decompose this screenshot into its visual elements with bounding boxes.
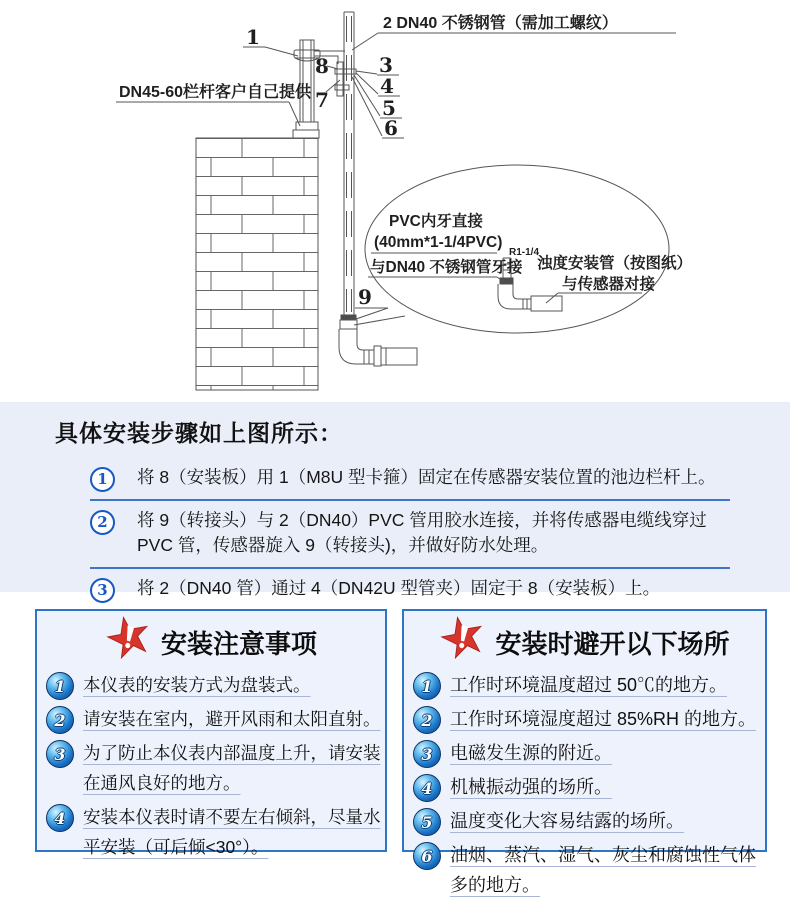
list-item (413, 772, 761, 802)
label-turbidity-line2: 与传感器对接 (562, 276, 656, 293)
item-number-badge: 5 (413, 808, 441, 836)
installation-diagram (0, 0, 790, 402)
list-item (46, 670, 381, 700)
label-part2: 2 DN40 不锈钢管（需加工螺纹） (383, 15, 618, 32)
step-number-badge: 3 (90, 578, 115, 603)
label-part9: 9 (358, 285, 372, 309)
item-number-badge: 3 (46, 740, 74, 768)
pipe-elbow-sensor (339, 315, 417, 366)
item-text: 工作时环境湿度超过 85%RH 的地方。 (450, 709, 757, 729)
list-item (46, 738, 381, 798)
step-row-3 (90, 569, 730, 610)
brick-wall (196, 138, 318, 390)
item-number-badge: 3 (413, 740, 441, 768)
steps-title: 具体安装步骤如上图所示： (55, 420, 343, 446)
label-pvc-line3: 与DN40 不锈钢管牙接 (370, 259, 523, 276)
label-pvc-line1: PVC内牙直接 (389, 213, 483, 230)
step-text: 将 2（DN40 管）通过 4（DN42U 型管夹）固定于 8（安装板）上。 (137, 578, 661, 598)
step-row-1 (90, 458, 730, 501)
label-pvc-line2: (40mm*1-1/4PVC) (374, 234, 503, 251)
item-text: 工作时环境温度超过 50℃的地方。 (450, 675, 728, 695)
item-text: 本仪表的安装方式为盘装式。 (83, 675, 311, 695)
item-text: 机械振动强的场所。 (450, 777, 612, 797)
item-text: 安装本仪表时请不要左右倾斜，尽量水平安装（可后倾<30°）。 (83, 807, 381, 857)
installation-notes-box (35, 609, 387, 857)
item-text: 电磁发生源的附近。 (450, 743, 612, 763)
item-text: 温度变化大容易结露的场所。 (450, 811, 684, 831)
item-number-badge: 1 (413, 672, 441, 700)
step-number-badge: 2 (90, 510, 115, 535)
warning-star-icon (439, 614, 487, 662)
warning-star-icon (105, 614, 153, 662)
item-number-badge: 4 (46, 804, 74, 832)
list-item (46, 704, 381, 734)
step-text: 将 9（转接头）与 2（DN40）PVC 管用胶水连接，并将传感器电缆线穿过 PVC 管，传感器旋入 9（转接头)，并做好防水处理。 (137, 510, 707, 555)
item-text: 油烟、蒸汽、湿气、灰尘和腐蚀性气体多的地方。 (450, 845, 756, 895)
label-turbidity-line1: 浊度安装管（按图纸） (537, 255, 693, 272)
dn40-pipe (344, 12, 354, 315)
label-part1: 1 (246, 25, 260, 49)
list-item (413, 806, 761, 836)
list-item (46, 802, 381, 862)
notes-box-header (37, 611, 385, 668)
steps-list (90, 458, 730, 610)
list-item (413, 704, 761, 734)
installation-steps-panel (0, 402, 790, 599)
list-item (413, 738, 761, 768)
label-thread-size: R1-1/4 (509, 247, 540, 258)
label-part4: 4 (380, 74, 394, 98)
label-part3: 3 (379, 53, 393, 77)
label-part8: 8 (315, 54, 329, 78)
list-item (413, 670, 761, 700)
item-number-badge: 6 (413, 842, 441, 870)
step-number-badge: 1 (90, 467, 115, 492)
item-number-badge: 1 (46, 672, 74, 700)
item-text: 请安装在室内，避开风雨和太阳直射。 (83, 709, 381, 729)
step-row-2 (90, 501, 730, 569)
label-part6: 6 (384, 116, 398, 140)
label-railing-note: DN45-60栏杆客户自己提供 (119, 84, 312, 101)
label-part7: 7 (315, 88, 329, 112)
notes-box-title: 安装注意事项 (160, 628, 317, 659)
detail-leader-lines (353, 308, 405, 325)
avoid-box-items (404, 668, 765, 900)
step-text: 将 8（安装板）用 1（M8U 型卡箍）固定在传感器安装位置的池边栏杆上。 (137, 467, 716, 487)
avoid-box-title: 安装时避开以下场所 (495, 628, 730, 659)
item-number-badge: 2 (46, 706, 74, 734)
item-number-badge: 4 (413, 774, 441, 802)
avoid-box-header (404, 611, 765, 668)
notes-box-items (37, 668, 385, 862)
item-text: 为了防止本仪表内部温度上升，请安装在通风良好的地方。 (83, 743, 381, 793)
list-item (413, 840, 761, 900)
avoid-locations-box (402, 609, 767, 895)
label-part5: 5 (382, 96, 396, 120)
item-number-badge: 2 (413, 706, 441, 734)
